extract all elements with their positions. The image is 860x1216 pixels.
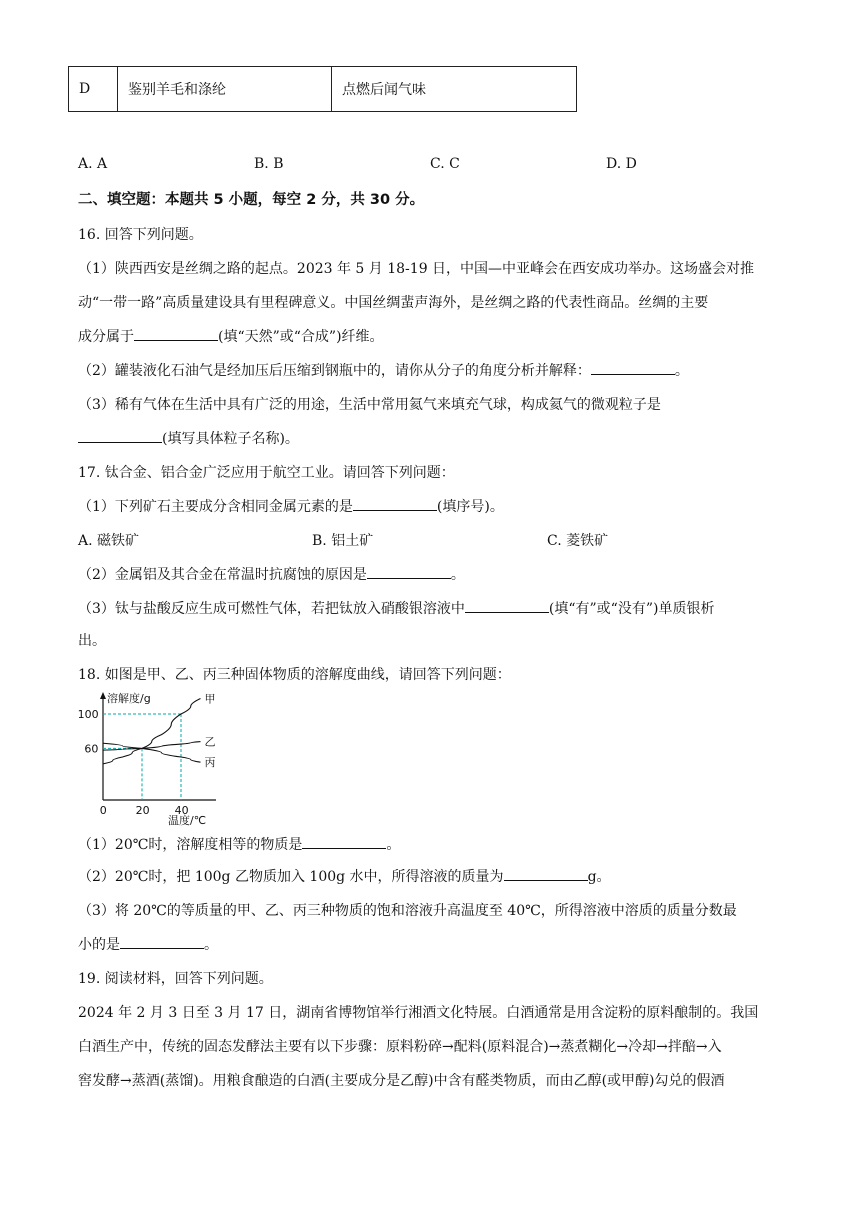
q19-line3: 窖发酵→蒸酒(蒸馏)。用粮食酿造的白酒(主要成分是乙醇)中含有醛类物质，而由乙醇(或甲醇)勾兑的假酒	[78, 1073, 725, 1089]
x-tick-label: 20	[135, 804, 150, 817]
q17-p2: （2）金属铝及其合金在常温时抗腐蚀的原因是 。	[78, 567, 465, 583]
answer-blank[interactable]	[302, 836, 386, 849]
q16-stem: 16. 回答下列问题。	[78, 227, 203, 243]
q18-stem: 18. 如图是甲、乙、丙三种固体物质的溶解度曲线，请回答下列问题：	[78, 667, 511, 683]
q16-p1-line2: 动“一带一路”高质量建设具有里程碑意义。中国丝绸蜚声海外，是丝绸之路的代表性商品。丝绸的主要	[78, 295, 709, 311]
q16-p2: （2）罐装液化石油气是经加压后压缩到钢瓶中的，请你从分子的角度分析并解释： 。	[78, 363, 689, 379]
q17-options	[78, 530, 778, 550]
option-table	[68, 66, 577, 112]
q18-p3-line1: （3）将 20℃的等质量的甲、乙、丙三种物质的饱和溶液升高温度至 40℃，所得溶液中溶质的质量分数最	[78, 903, 737, 919]
series-line-1	[103, 699, 201, 764]
q18-p1: （1）20℃时，溶解度相等的物质是 。	[78, 837, 401, 853]
q19-line2: 白酒生产中，传统的固态发酵法主要有以下步骤：原料粉碎→配料(原料混合)→蒸煮糊化→冷却→拌醅→入	[78, 1039, 722, 1055]
q17-option-c: C. 菱铁矿	[547, 533, 609, 549]
q16-p3-line1: （3）稀有气体在生活中具有广泛的用途，生活中常用氦气来填充气球，构成氦气的微观粒子是	[78, 397, 661, 413]
row-method: 点燃后闻气味	[332, 67, 577, 112]
q16-p1-line3: 成分属于 (填“天然”或“合成”)纤维。	[78, 329, 384, 345]
q18-p3-line2: 小的是 。	[78, 937, 218, 953]
section-heading: 二、填空题：本题共 5 小题，每空 2 分，共 30 分。	[78, 192, 425, 208]
answer-blank[interactable]	[120, 936, 204, 949]
answer-blank[interactable]	[134, 328, 218, 341]
y-tick-label: 100	[77, 708, 99, 721]
series-label-3: 丙	[204, 756, 216, 770]
q19-line1: 2024 年 2 月 3 日至 3 月 17 日，湖南省博物馆举行湘酒文化特展。白酒通常是用含淀粉的原料酿制的。我国	[78, 1005, 759, 1021]
choice-b: B. B	[254, 156, 284, 172]
q19-stem: 19. 阅读材料，回答下列问题。	[78, 971, 273, 987]
series-label-2: 乙	[204, 735, 216, 749]
x-tick-label: 40	[174, 804, 189, 817]
answer-blank[interactable]	[504, 868, 588, 881]
answer-blank[interactable]	[465, 600, 549, 613]
choice-a: A. A	[78, 156, 108, 172]
y-axis-arrow	[100, 692, 106, 699]
answer-blank[interactable]	[78, 430, 162, 443]
answer-blank[interactable]	[353, 498, 437, 511]
answer-blank[interactable]	[367, 566, 451, 579]
choice-c: C. C	[430, 156, 460, 172]
x-tick-label: 0	[99, 804, 107, 817]
q18-p2: （2）20℃时，把 100g 乙物质加入 100g 水中，所得溶液的质量为 g。	[78, 869, 611, 885]
row-item: 鉴别羊毛和涤纶	[118, 67, 332, 112]
q16-p3-line2: (填写具体粒子名称)。	[78, 428, 299, 448]
q17-p3: （3）钛与盐酸反应生成可燃性气体，若把钛放入硝酸银溶液中 (填“有”或“没有”)单质银析	[78, 601, 715, 617]
row-letter: D	[69, 67, 118, 112]
choice-d: D. D	[606, 156, 637, 172]
series-label-1: 甲	[204, 692, 216, 706]
answer-choices	[78, 156, 778, 176]
q17-stem: 17. 钛合金、铝合金广泛应用于航空工业。请回答下列问题：	[78, 465, 455, 481]
q17-p3-line2: 出。	[78, 633, 106, 649]
table-row	[69, 67, 577, 112]
y-tick-label: 60	[84, 742, 99, 756]
answer-blank[interactable]	[591, 362, 675, 375]
y-axis-label: 溶解度/g	[107, 692, 151, 705]
q17-option-b: B. 铝土矿	[312, 533, 374, 549]
series-line-3	[103, 743, 201, 762]
q17-option-a: A. 磁铁矿	[78, 533, 140, 549]
solubility-chart	[74, 690, 224, 826]
q17-p1: （1）下列矿石主要成分含相同金属元素的是 (填序号)。	[78, 499, 504, 515]
q16-p1-line1: （1）陕西西安是丝绸之路的起点。2023 年 5 月 18-19 日，中国—中亚峰会在西安成功举办。这场盛会对推	[78, 261, 755, 277]
x-axis-label: 温度/℃	[168, 814, 207, 826]
